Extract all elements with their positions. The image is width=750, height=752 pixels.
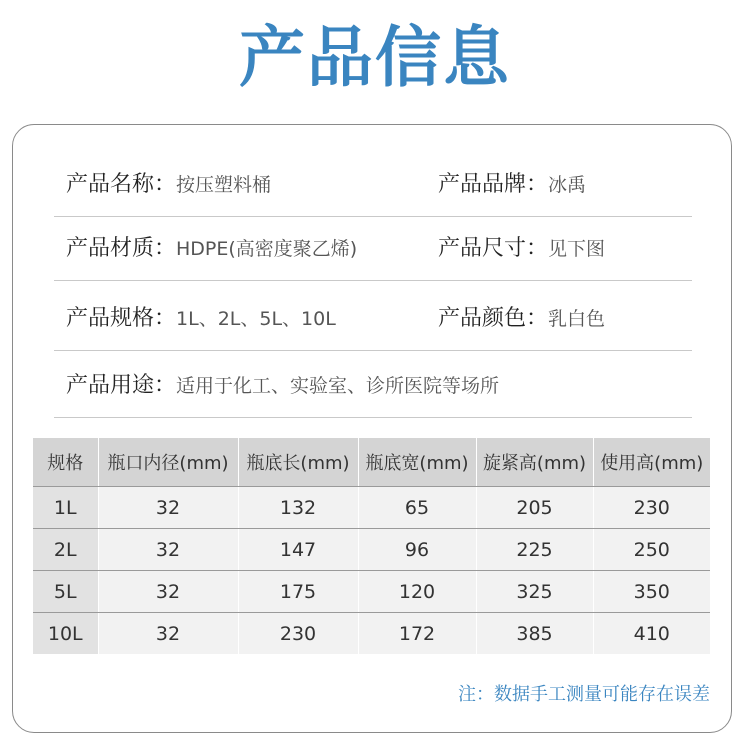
info-value: 按压塑料桶 <box>176 174 272 196</box>
table-cell: 1L <box>33 487 98 529</box>
table-cell: 65 <box>358 487 476 529</box>
table-cell: 230 <box>593 487 710 529</box>
page-title: 产品信息 <box>239 19 511 96</box>
info-row-material-size <box>54 218 692 281</box>
info-row-usage <box>54 355 692 418</box>
table-cell: 10L <box>33 613 98 655</box>
table-cell: 225 <box>476 529 593 571</box>
column-header: 瓶底宽(mm) <box>358 438 476 487</box>
table-cell: 385 <box>476 613 593 655</box>
table-row <box>33 487 710 529</box>
info-label: 产品名称： <box>66 172 177 197</box>
column-header: 瓶底长(mm) <box>238 438 358 487</box>
info-product-spec <box>66 288 336 350</box>
info-label: 产品规格： <box>66 306 177 331</box>
table-cell: 325 <box>476 571 593 613</box>
info-product-usage <box>66 355 499 417</box>
table-row <box>33 613 710 655</box>
table-cell: 147 <box>238 529 358 571</box>
info-product-name <box>66 154 271 216</box>
table-cell: 175 <box>238 571 358 613</box>
table-cell: 132 <box>238 487 358 529</box>
table-header-row <box>33 438 710 487</box>
table-cell: 230 <box>238 613 358 655</box>
spec-table <box>33 438 710 654</box>
table-cell: 2L <box>33 529 98 571</box>
table-cell: 32 <box>98 613 238 655</box>
column-header: 旋紧高(mm) <box>476 438 593 487</box>
info-label: 产品材质： <box>66 236 177 261</box>
info-value: HDPE(高密度聚乙烯) <box>176 238 358 260</box>
info-row-name-brand <box>54 154 692 217</box>
column-header: 规格 <box>33 438 98 487</box>
table-cell: 5L <box>33 571 98 613</box>
info-label: 产品品牌： <box>438 172 549 197</box>
column-header: 使用高(mm) <box>593 438 710 487</box>
table-row <box>33 529 710 571</box>
column-header: 瓶口内径(mm) <box>98 438 238 487</box>
info-product-brand <box>438 154 586 216</box>
info-value: 见下图 <box>548 238 606 260</box>
info-product-color <box>438 288 605 350</box>
table-cell: 250 <box>593 529 710 571</box>
table-cell: 410 <box>593 613 710 655</box>
info-product-size <box>438 218 605 280</box>
table-cell: 120 <box>358 571 476 613</box>
measurement-note: 注：数据手工测量可能存在误差 <box>458 684 710 705</box>
info-label: 产品颜色： <box>438 306 549 331</box>
table-cell: 32 <box>98 487 238 529</box>
info-value: 1L、2L、5L、10L <box>176 308 336 330</box>
info-label: 产品用途： <box>66 373 177 398</box>
table-cell: 205 <box>476 487 593 529</box>
info-value: 冰禹 <box>548 174 587 196</box>
info-label: 产品尺寸： <box>438 236 549 261</box>
info-value: 乳白色 <box>548 308 606 330</box>
table-cell: 32 <box>98 571 238 613</box>
table-cell: 32 <box>98 529 238 571</box>
info-row-spec-color <box>54 288 692 351</box>
info-product-material <box>66 218 357 280</box>
table-cell: 96 <box>358 529 476 571</box>
table-cell: 172 <box>358 613 476 655</box>
table-row <box>33 571 710 613</box>
table-cell: 350 <box>593 571 710 613</box>
info-value: 适用于化工、实验室、诊所医院等场所 <box>176 375 500 397</box>
